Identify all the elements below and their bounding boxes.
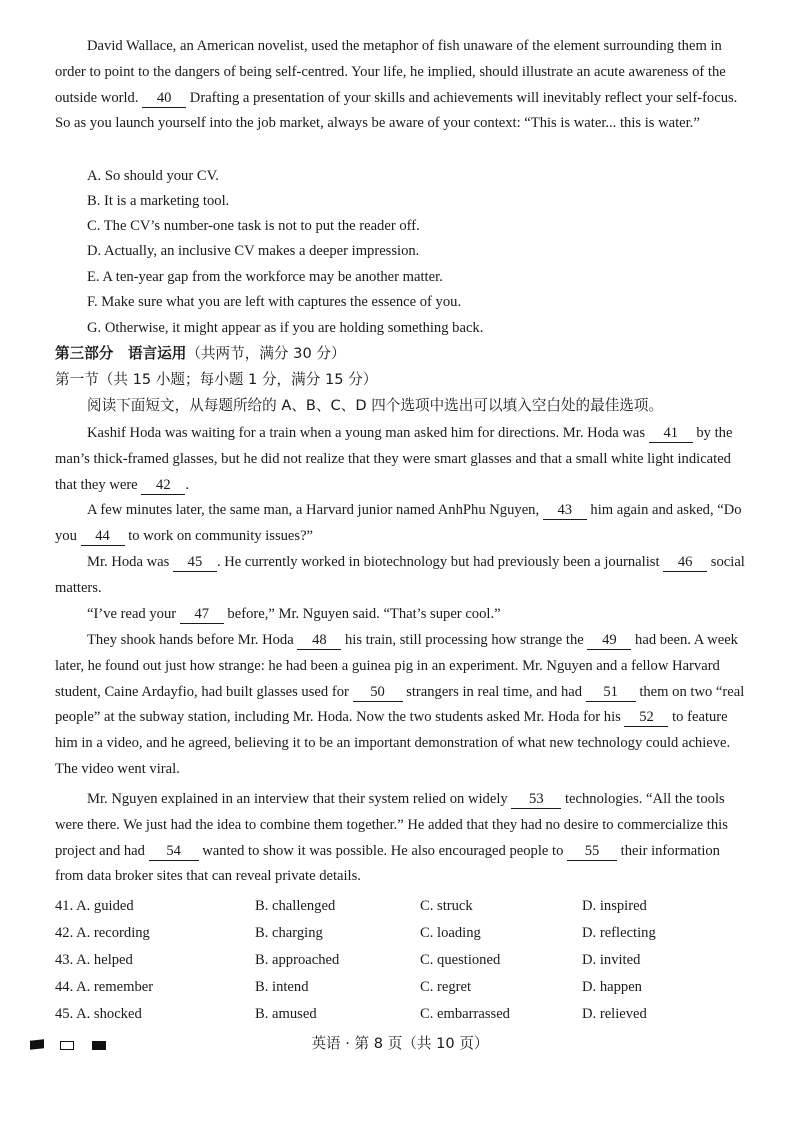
choice-c: C. struck: [420, 898, 473, 914]
section-sub-title: 第一节（共 15 小题；每小题 1 分，满分 15 分）: [55, 371, 378, 388]
choice-b: B. approached: [255, 952, 340, 968]
passage-line: in order to point to the dangers of being self-centred. Your life, he implied, should illustrate an acute: [55, 38, 722, 80]
passage-line: reflect your self-focus. So as you launch yourself into the job market, always be aware of your context: “This is: [55, 89, 738, 132]
choice-b: B. amused: [255, 1006, 317, 1022]
choice-a: [55, 1002, 142, 1026]
option-g: G. Otherwise, it might appear as if you are holding something back.: [87, 320, 484, 336]
cloze-text: by the man’s thick-framed glasses, but he did not realize that they were smart glasses and that a small white light indicated that they were: [55, 425, 733, 493]
question-number: 43.: [55, 952, 74, 968]
question-row: [55, 921, 775, 945]
blank-51: 51: [586, 683, 636, 702]
blank-46: 46: [663, 553, 707, 572]
blank-49: 49: [587, 631, 631, 650]
choice-b: B. charging: [255, 925, 323, 941]
cloze-para-6: [55, 787, 750, 890]
option-e: E. A ten-year gap from the workforce may be another matter.: [87, 269, 443, 285]
question-number: 45.: [55, 1006, 74, 1022]
cloze-text: Mr. Nguyen explained in an interview that their system relied on widely: [87, 791, 512, 807]
cloze-text: social matters.: [55, 554, 745, 596]
blank-50: 50: [353, 683, 403, 702]
cloze-text: them on two “real people” at the subway station, including Mr. Hoda. Now the two students asked Mr. Hoda for his: [55, 683, 745, 726]
option-c: C. The CV’s number-one task is not to put the reader off.: [87, 218, 420, 234]
passage-line: water... this is water.”: [573, 115, 700, 132]
cloze-text: .: [185, 476, 189, 493]
cloze-para-1: [55, 421, 750, 498]
question-number: 41.: [55, 898, 74, 914]
question-number: 42.: [55, 925, 74, 941]
part-note: （共两节，满分 30 分）: [186, 345, 346, 362]
blank-42: 42: [141, 476, 185, 495]
cloze-para-4: [55, 602, 750, 628]
cloze-para-2: [55, 498, 750, 550]
passage-top: [55, 34, 750, 137]
choice-c: C. questioned: [420, 952, 501, 968]
blank-47: 47: [180, 605, 224, 624]
question-number: 44.: [55, 979, 74, 995]
choice-d: D. invited: [582, 952, 641, 968]
choice-d: D. happen: [582, 979, 642, 995]
section-instruction: 阅读下面短文，从每题所给的 A、B、C、D 四个选项中选出可以填入空白处的最佳选项。: [87, 397, 664, 414]
option-d: D. Actually, an inclusive CV makes a deeper impression.: [87, 243, 420, 259]
cloze-para-5: [55, 628, 750, 783]
question-row: [55, 1002, 775, 1026]
section-part-header: [55, 343, 346, 365]
option-f: F. Make sure what you are left with captures the essence of you.: [87, 294, 462, 310]
question-row: [55, 894, 775, 918]
cloze-text: Kashif Hoda was waiting for a train when a young man asked him for directions. Mr. Hoda was: [87, 425, 649, 441]
cloze-text: . He currently worked in biotechnology but had previously been a journalist: [216, 554, 664, 570]
blank-52: 52: [624, 708, 668, 727]
part-title: 第三部分 语言运用: [55, 345, 187, 362]
choice-a: [55, 948, 133, 972]
choice-text: A. guided: [76, 898, 134, 914]
cloze-text: They shook hands before Mr. Hoda: [87, 632, 298, 648]
passage-line: David Wallace, an American novelist, used the metaphor of fish unaware of the element surrounding them: [87, 38, 707, 54]
blank-53: 53: [511, 790, 561, 809]
choice-text: A. helped: [76, 952, 133, 968]
choice-text: A. shocked: [76, 1006, 142, 1022]
cloze-text: Mr. Hoda was: [87, 554, 173, 570]
choice-a: [55, 921, 150, 945]
option-a: A. So should your CV.: [87, 168, 219, 184]
choice-b: B. challenged: [255, 898, 336, 914]
cloze-para-3: [55, 550, 750, 602]
cloze-text: wanted to show it was possible. He also encouraged people to: [198, 842, 568, 859]
page-footer: 英语 · 第 8 页（共 10 页）: [311, 1035, 489, 1052]
cloze-text: strangers in real time, and had: [402, 683, 586, 700]
blank-48: 48: [297, 631, 341, 650]
question-row: [55, 948, 775, 972]
blank-41: 41: [649, 424, 693, 443]
question-row: [55, 975, 775, 999]
choice-c: C. regret: [420, 979, 472, 995]
passage-line: Drafting a presentation of your skills and achievements will inevitably: [186, 89, 602, 106]
choice-d: D. relieved: [582, 1006, 647, 1022]
choice-c: C. loading: [420, 925, 481, 941]
cloze-text: to feature him in a video, and he agreed, believing it to be an important demonstration of what new technology could achieve. The video went viral.: [55, 709, 731, 777]
choice-c: C. embarrassed: [420, 1006, 510, 1022]
cloze-text: had been. A week later, he found out just how strange: he had been a guinea pig in an experiment. Mr. Nguyen and a fellow Harvard student, Caine Ardayfio, had built glasses used for: [55, 632, 738, 700]
blank-54: 54: [149, 842, 199, 861]
cloze-text: technologies. “All the tools were there. We just had the idea to combine them together.” He added that they had no desire to commercialize this project and had: [55, 791, 728, 859]
choice-d: D. reflecting: [582, 925, 656, 941]
choice-d: D. inspired: [582, 898, 647, 914]
choice-text: A. recording: [76, 925, 150, 941]
choice-a: [55, 975, 153, 999]
cloze-text: “I’ve read your: [87, 606, 180, 622]
cloze-text: before,” Mr. Nguyen said. “That’s super cool.”: [223, 606, 501, 622]
cloze-text: their information from data broker sites that can reveal private details.: [55, 842, 720, 885]
blank-43: 43: [543, 501, 587, 520]
blank-55: 55: [567, 842, 617, 861]
passage-line: awareness of the outside world.: [55, 63, 726, 106]
cloze-text: A few minutes later, the same man, a Harvard junior named AnhPhu Nguyen,: [87, 502, 543, 518]
blank-44: 44: [81, 527, 125, 546]
blank-45: 45: [173, 553, 217, 572]
cloze-text: his train, still processing how strange the: [341, 632, 588, 648]
choice-text: A. remember: [76, 979, 154, 995]
choice-b: B. intend: [255, 979, 309, 995]
choice-a: [55, 894, 134, 918]
option-b: B. It is a marketing tool.: [87, 193, 230, 209]
cloze-text: him again and asked, “Do you: [55, 502, 742, 544]
blank-40: 40: [142, 89, 186, 108]
cloze-text: to work on community issues?”: [124, 527, 314, 544]
